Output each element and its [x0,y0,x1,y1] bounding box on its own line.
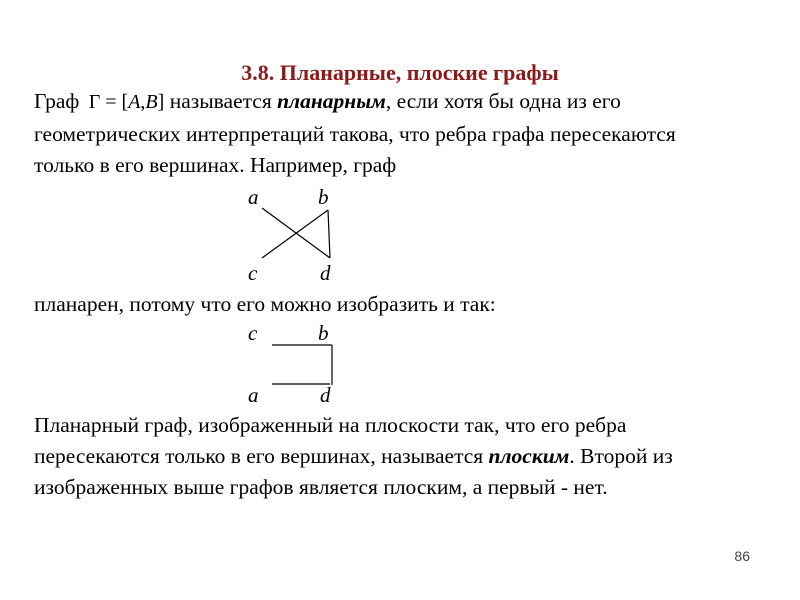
para1-line3: только в его вершинах. Например, граф [34,153,397,177]
edge-c-b [262,210,328,258]
graph1-vertex-d: d [320,261,331,285]
para2-line3: изображенных выше графов является плоским, а первый - нет. [34,475,608,499]
para1-text: называется [164,89,278,113]
graph1-vertex-a: a [248,185,259,209]
para2-text: . Второй из [569,444,673,468]
para1-text: , если хотя бы одна из его [385,89,621,113]
graph1-vertex-b: b [318,185,329,209]
para1-text: Граф [34,89,80,113]
formula-comma: , [140,91,146,113]
para2-text: пересекаются только в его вершинах, называется [34,444,489,468]
edge-b-d [328,210,330,258]
para2-line1: Планарный граф, изображенный на плоскости так, что его ребра [34,413,627,437]
formula-close: ] [157,91,165,113]
graph2-vertex-c: c [248,321,258,345]
term-planar: планарным [277,89,386,113]
graph1-vertex-c: c [248,261,258,285]
term-plane: плоским [488,444,570,468]
graph2-vertex-d: d [320,383,331,407]
para2-line2 [34,443,673,469]
para1-line2: геометрических интерпретаций такова, что ребра графа пересекаются [34,122,676,146]
formula-gamma: Γ [88,91,101,113]
formula-b: B [145,91,158,113]
formula-eq: = [ [100,91,129,113]
formula-a: A [128,91,141,113]
page-number: 86 [734,548,750,564]
middle-text: планарен, потому что его можно изобразить и так: [34,292,496,316]
section-title: 3.8. Планарные, плоские графы [241,60,559,85]
graph2-vertex-a: a [248,383,259,407]
graph2-vertex-b: b [318,321,329,345]
